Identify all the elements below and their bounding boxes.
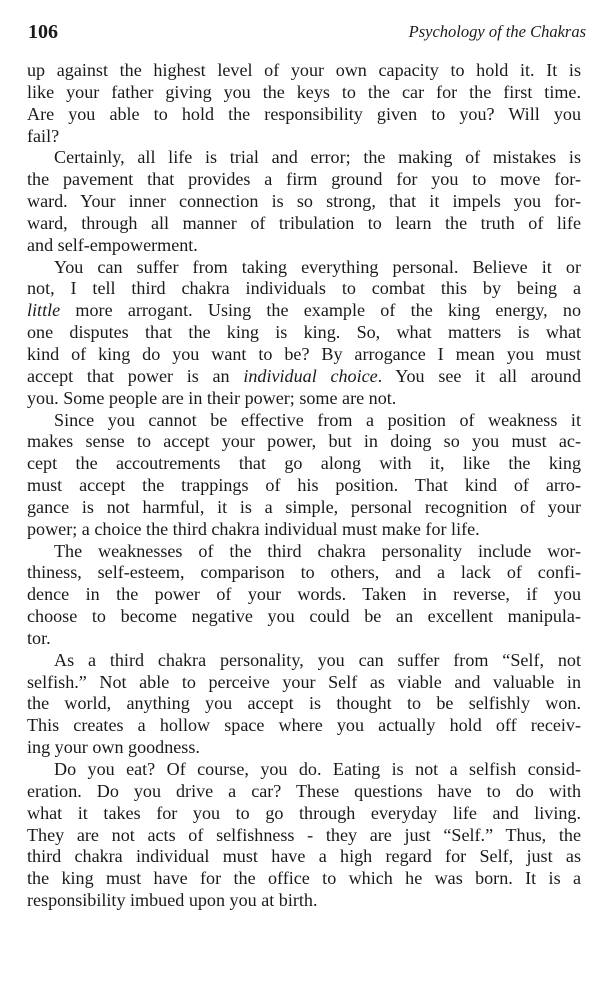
text-line: gance is not harmful, it is a simple, personal recognition of your: [27, 496, 581, 517]
text-line: responsibility imbued upon you at birth.: [27, 890, 318, 911]
text-line: you. Some people are in their power; some are not.: [27, 387, 397, 408]
text-line: Since you cannot be effective from a position of weakness it: [54, 409, 581, 430]
text-line: This creates a hollow space where you actually hold off receiv-: [27, 715, 581, 736]
text-line: power; a choice the third chakra individual must make for life.: [27, 518, 480, 539]
running-head: Psychology of the Chakras: [408, 22, 586, 41]
text-line: the king must have for the office to which he was born. It is a: [27, 868, 581, 889]
text-line: third chakra individual must have a high regard for Self, just as: [27, 846, 581, 867]
text-line: choose to become negative you could be an excellent manipula-: [27, 606, 581, 627]
text-segment: more arrogant. Using the example of the king energy, no: [60, 300, 581, 321]
text-line: Are you able to hold the responsibility given to you? Will you: [27, 103, 581, 124]
text-line: the world, anything you accept is thought to be selfishly won.: [27, 693, 581, 714]
text-line: tor.: [27, 627, 51, 648]
text-line: the pavement that provides a firm ground for you to move for-: [27, 169, 581, 190]
text-line: [27, 300, 581, 322]
italic-text: little: [27, 300, 61, 321]
page-header: [28, 18, 586, 48]
text-line: They are not acts of selfishness - they are just “Self.” Thus, the: [27, 824, 581, 845]
text-line: like your father giving you the keys to the car for the first time.: [27, 81, 581, 102]
body-text: [27, 60, 581, 912]
text-line: Do you eat? Of course, you do. Eating is not a selfish consid-: [54, 759, 581, 779]
text-line: and self-empowerment.: [27, 234, 198, 255]
paragraph: [27, 147, 581, 256]
text-line: [27, 366, 581, 388]
text-line: what it takes for you to go through everyday life and living.: [27, 802, 581, 823]
text-line: thiness, self-esteem, comparison to others, and a lack of confi-: [27, 562, 581, 583]
text-segment: accept that power is an: [27, 365, 244, 386]
text-line: makes sense to accept your power, but in doing so you must ac-: [27, 431, 581, 452]
text-line: not, I tell third chakra individuals to combat this by being a: [27, 278, 581, 299]
paragraph: [27, 541, 581, 650]
text-line: As a third chakra personality, you can suffer from “Self, not: [54, 649, 581, 670]
text-line: You can suffer from taking everything personal. Believe it or: [54, 256, 581, 277]
paragraph: [27, 650, 581, 759]
paragraph: [27, 410, 581, 541]
text-line: ward, through all manner of tribulation to learn the truth of life: [27, 212, 581, 233]
text-line: eration. Do you drive a car? These questions have to do with: [27, 780, 581, 801]
text-line: dence in the power of your words. Taken in reverse, if you: [27, 584, 581, 605]
text-line: kind of king do you want to be? By arrogance I mean you must: [27, 343, 581, 364]
text-line: one disputes that the king is king. So, what matters is what: [27, 322, 581, 343]
page-number: 106: [28, 21, 58, 43]
text-line: up against the highest level of your own capacity to hold it. It is: [27, 60, 581, 80]
text-line: ward. Your inner connection is so strong, that it impels you for-: [27, 191, 581, 212]
text-line: fail?: [27, 125, 60, 146]
text-line: The weaknesses of the third chakra personality include wor-: [54, 540, 581, 561]
italic-text: individual choice: [243, 365, 378, 386]
text-line: selfish.” Not able to perceive your Self as viable and valuable in: [27, 671, 581, 692]
text-line: must accept the trappings of his position. That kind of arro-: [27, 475, 581, 496]
text-line: ing your own goodness.: [27, 737, 200, 758]
paragraph: [27, 759, 581, 912]
text-line: cept the accoutrements that go along with it, like the king: [27, 453, 581, 474]
text-line: Certainly, all life is trial and error; the making of mistakes is: [54, 147, 581, 168]
text-segment: . You see it all around: [377, 365, 581, 386]
paragraph: [27, 257, 581, 410]
paragraph: [27, 60, 581, 147]
